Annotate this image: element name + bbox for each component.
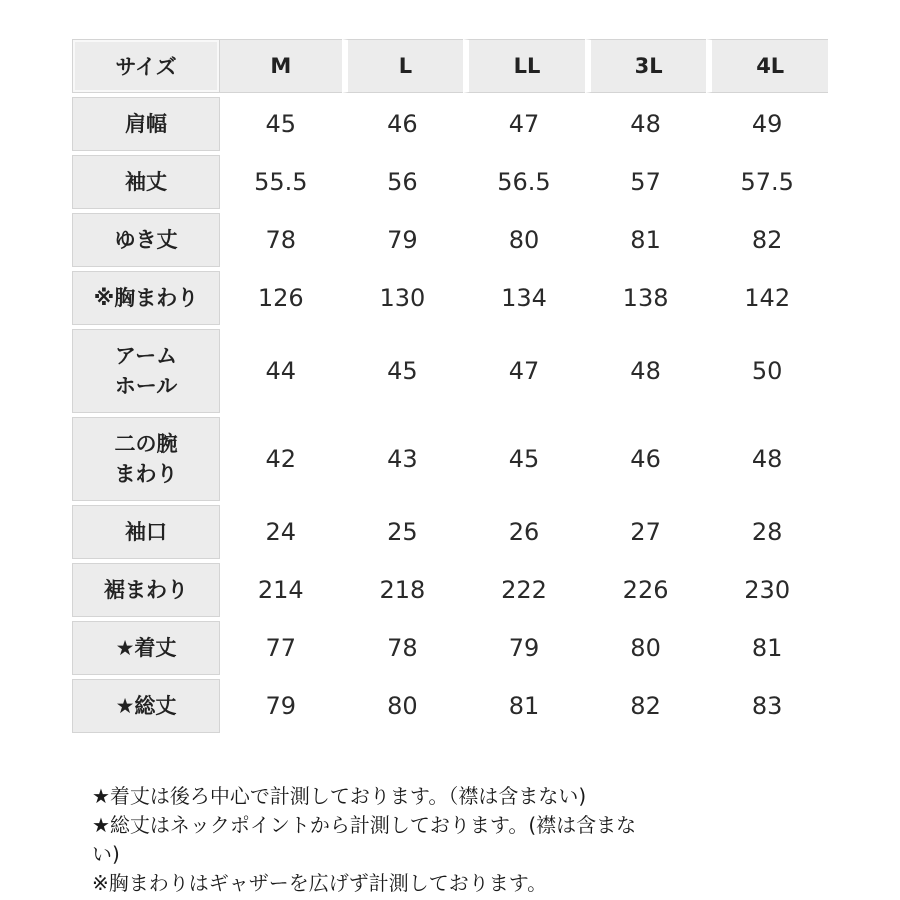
table-cell: 26 bbox=[508, 518, 540, 546]
table-row bbox=[72, 155, 828, 209]
table-cell: 50 bbox=[751, 357, 783, 385]
table-row bbox=[72, 563, 828, 617]
row-label-line: ※胸まわり bbox=[93, 286, 199, 310]
table-cell: 79 bbox=[265, 692, 297, 720]
row-label-line: 二の腕 bbox=[114, 432, 178, 456]
column-header: L bbox=[342, 39, 464, 93]
table-row bbox=[72, 271, 828, 325]
row-header bbox=[72, 679, 220, 733]
table-cell: 214 bbox=[257, 576, 304, 604]
table-cell: 56 bbox=[387, 168, 418, 196]
table-cell: 79 bbox=[508, 634, 540, 662]
table-cell: 226 bbox=[622, 576, 669, 604]
size-table bbox=[72, 35, 828, 737]
table-cell: 47 bbox=[508, 357, 540, 385]
table-row bbox=[72, 621, 828, 675]
table-cell: 82 bbox=[630, 692, 661, 720]
table-cell: 48 bbox=[630, 357, 661, 385]
table-row bbox=[72, 213, 828, 267]
table-cell: 79 bbox=[387, 226, 418, 254]
table-cell: 46 bbox=[387, 110, 418, 138]
table-cell: 80 bbox=[508, 226, 540, 254]
row-header bbox=[72, 213, 220, 267]
table-cell: 57.5 bbox=[740, 168, 794, 196]
table-cell: 218 bbox=[379, 576, 426, 604]
row-header bbox=[72, 563, 220, 617]
table-cell: 42 bbox=[265, 445, 297, 473]
table-cell: 57 bbox=[630, 168, 661, 196]
note-line: ※胸まわりはギャザーを広げず計測しております。 bbox=[92, 871, 548, 895]
table-cell: 138 bbox=[622, 284, 669, 312]
column-header: M bbox=[220, 39, 342, 93]
table-cell: 45 bbox=[387, 357, 418, 385]
table-cell: 80 bbox=[630, 634, 661, 662]
table-cell: 81 bbox=[508, 692, 540, 720]
table-row bbox=[72, 417, 828, 501]
table-cell: 230 bbox=[744, 576, 791, 604]
table-cell: 130 bbox=[379, 284, 426, 312]
row-label-line: アーム bbox=[114, 344, 178, 368]
row-label-line: ★総丈 bbox=[115, 694, 177, 718]
table-cell: 24 bbox=[265, 518, 297, 546]
table-cell: 48 bbox=[751, 445, 783, 473]
note-line: ★着丈は後ろ中心で計測しております。（襟は含まない) bbox=[92, 784, 587, 808]
table-cell: 77 bbox=[265, 634, 297, 662]
row-header bbox=[72, 329, 220, 413]
row-header bbox=[72, 417, 220, 501]
table-row bbox=[72, 505, 828, 559]
row-label-line: まわり bbox=[114, 462, 178, 486]
row-header bbox=[72, 97, 220, 151]
table-cell: 48 bbox=[630, 110, 661, 138]
row-label-line: 袖丈 bbox=[125, 170, 167, 194]
table-cell: 78 bbox=[265, 226, 297, 254]
table-cell: 25 bbox=[387, 518, 418, 546]
table-cell: 45 bbox=[265, 110, 297, 138]
notes bbox=[92, 782, 812, 898]
table-cell: 55.5 bbox=[254, 168, 308, 196]
table-row bbox=[72, 679, 828, 733]
table-cell: 28 bbox=[751, 518, 783, 546]
table-cell: 49 bbox=[751, 110, 783, 138]
row-label-line: ゆき丈 bbox=[114, 228, 178, 252]
table-cell: 126 bbox=[257, 284, 304, 312]
table-cell: 44 bbox=[265, 357, 297, 385]
note-line: ★総丈はネックポイントから計測しております。(襟は含まな bbox=[92, 813, 637, 837]
row-header bbox=[72, 621, 220, 675]
table-cell: 81 bbox=[751, 634, 783, 662]
column-header: 3L bbox=[585, 39, 707, 93]
row-header bbox=[72, 271, 220, 325]
note-line: い) bbox=[92, 842, 120, 866]
column-header: 4L bbox=[706, 39, 828, 93]
table-row bbox=[72, 97, 828, 151]
table-cell: 45 bbox=[508, 445, 540, 473]
table-cell: 27 bbox=[630, 518, 661, 546]
row-header bbox=[72, 155, 220, 209]
row-label-line: ホール bbox=[114, 374, 178, 398]
row-header bbox=[72, 505, 220, 559]
table-cell: 222 bbox=[501, 576, 547, 604]
table-header-row bbox=[72, 39, 828, 93]
table-cell: 43 bbox=[387, 445, 418, 473]
table-cell: 56.5 bbox=[497, 168, 551, 196]
row-label-line: 肩幅 bbox=[125, 112, 167, 136]
table-cell: 78 bbox=[387, 634, 418, 662]
row-label-line: 裾まわり bbox=[104, 578, 188, 602]
table-row bbox=[72, 329, 828, 413]
table-cell: 80 bbox=[387, 692, 418, 720]
corner-header: サイズ bbox=[72, 39, 220, 93]
table-cell: 82 bbox=[751, 226, 783, 254]
row-label-line: 袖口 bbox=[125, 520, 167, 544]
table-cell: 134 bbox=[501, 284, 547, 312]
row-label-line: ★着丈 bbox=[115, 636, 177, 660]
column-header: LL bbox=[463, 39, 585, 93]
table-cell: 47 bbox=[508, 110, 540, 138]
table-cell: 81 bbox=[630, 226, 661, 254]
table-cell: 142 bbox=[744, 284, 791, 312]
table-cell: 83 bbox=[751, 692, 783, 720]
table-cell: 46 bbox=[630, 445, 661, 473]
